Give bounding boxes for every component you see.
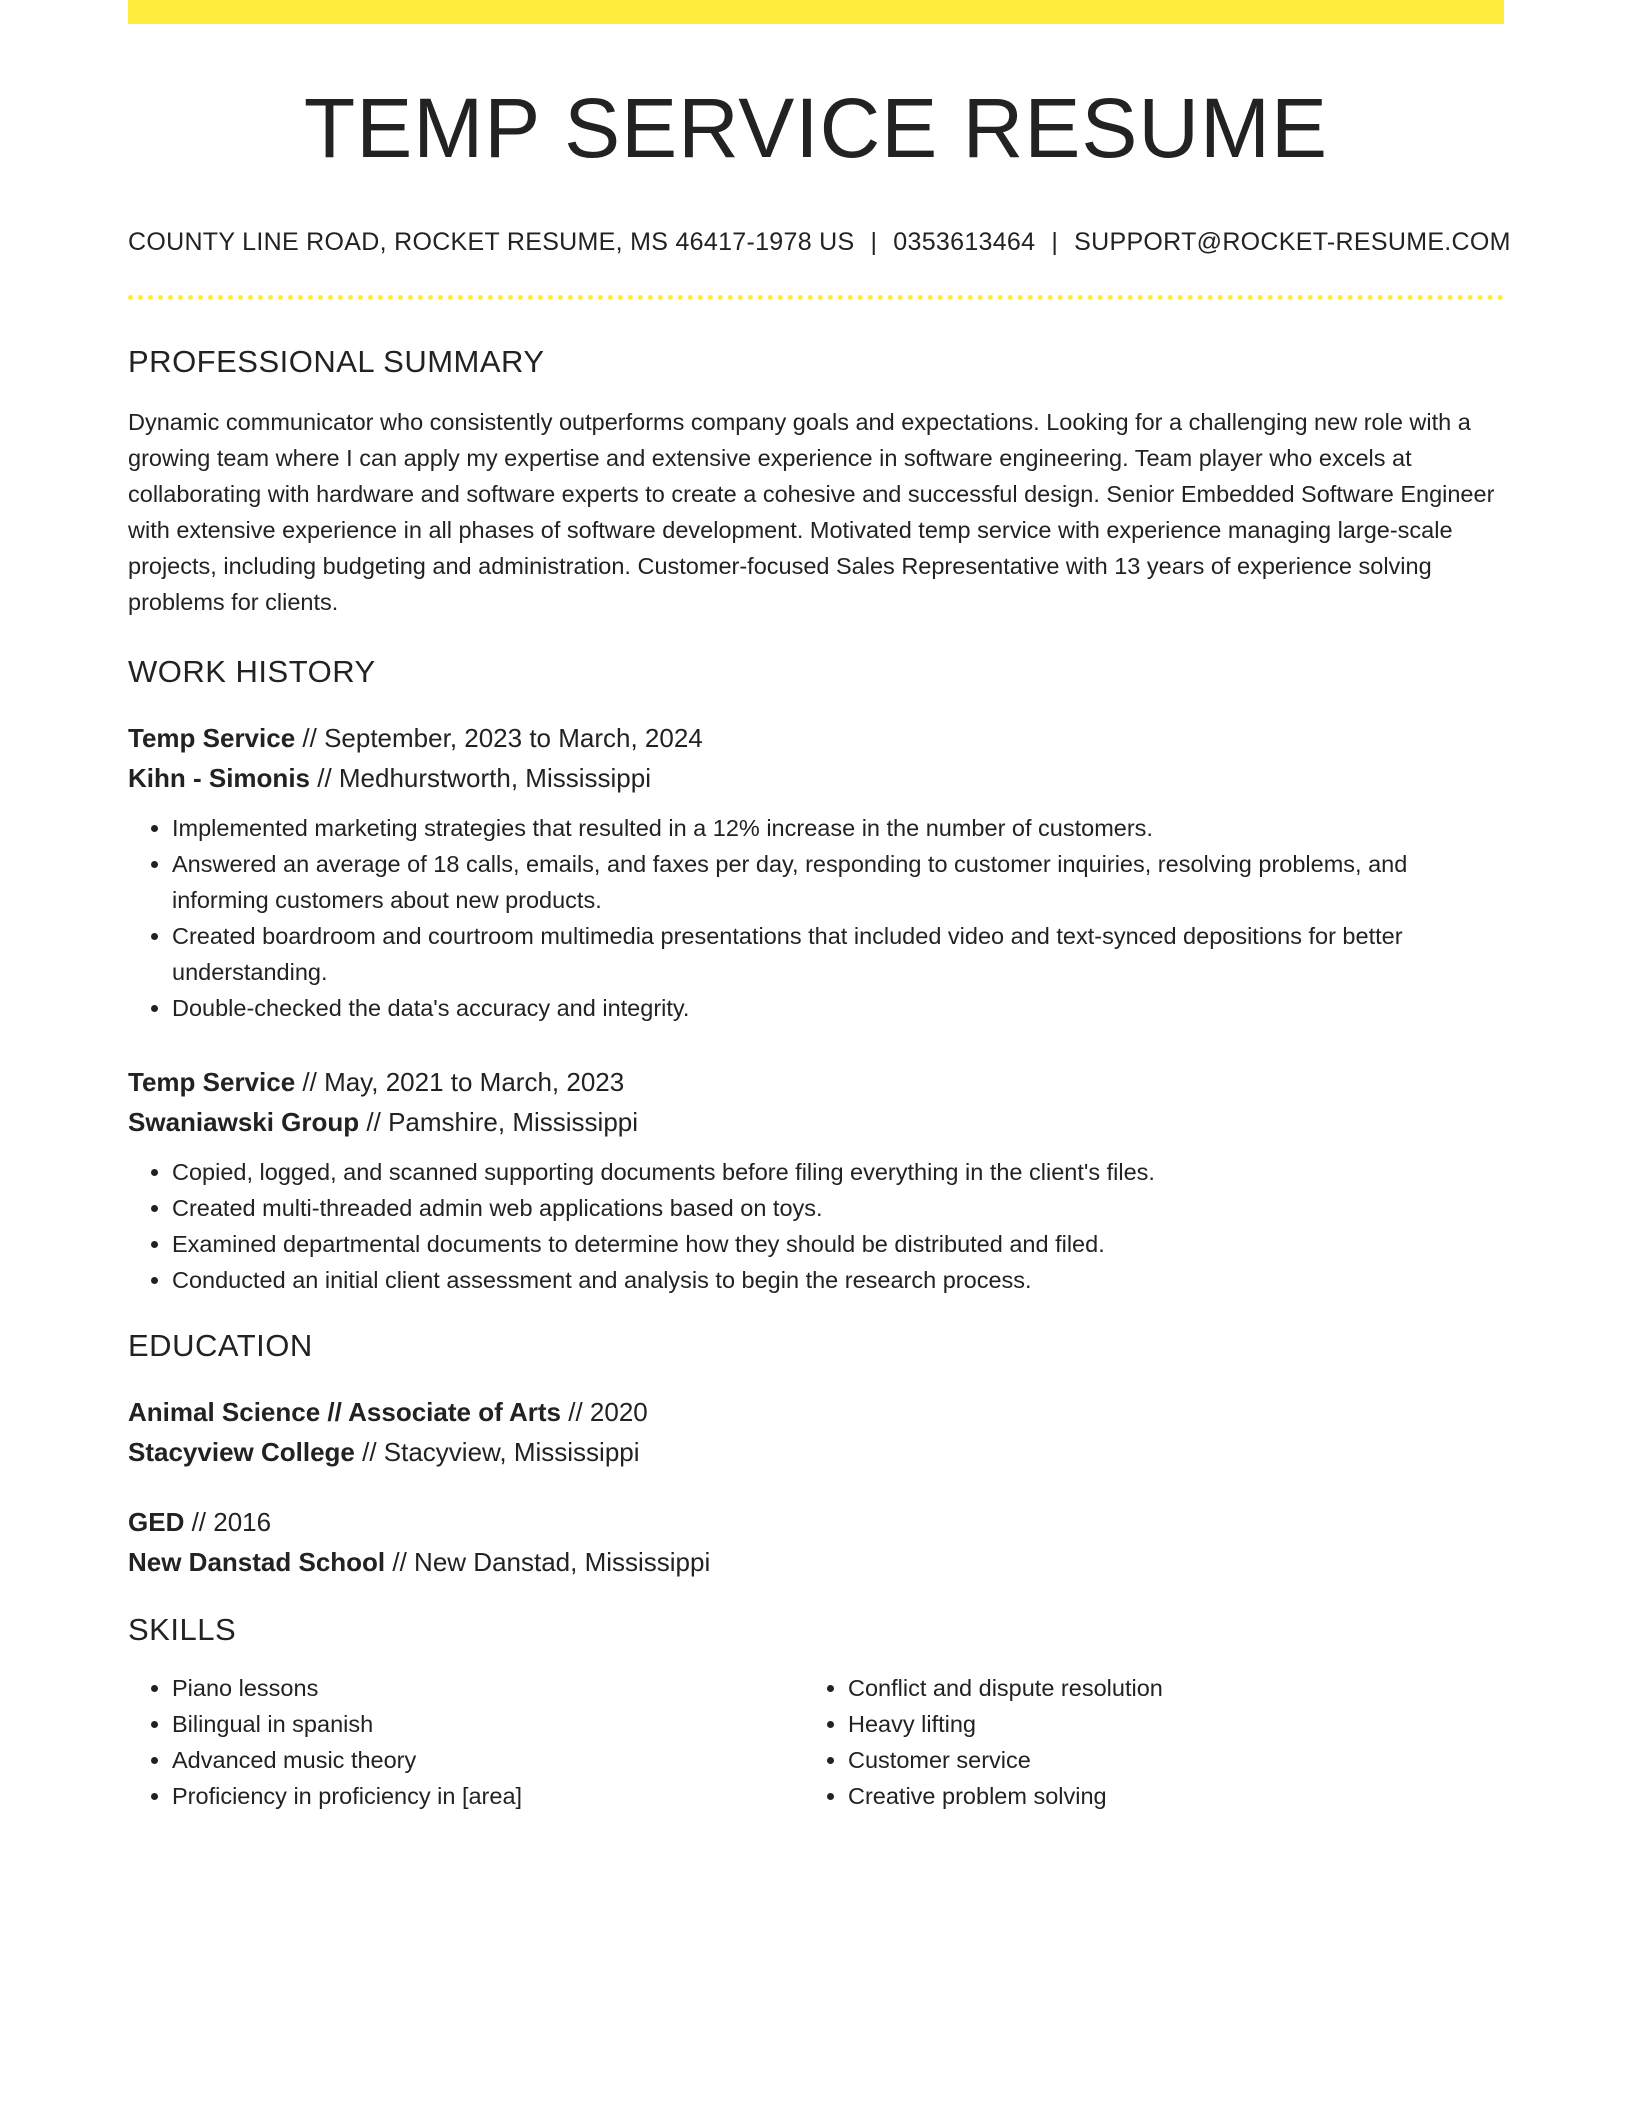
education-school-line	[128, 1432, 1504, 1472]
job-bullets	[128, 810, 1504, 1026]
summary-heading: PROFESSIONAL SUMMARY	[128, 344, 545, 380]
skill-item: • Advanced music theory	[172, 1742, 804, 1778]
education-year: // 2016	[184, 1507, 272, 1538]
skill-item: • Conflict and dispute resolution	[848, 1670, 1488, 1706]
job-title-line	[128, 1062, 1504, 1102]
job-location: // Medhurstworth, Mississippi	[310, 763, 651, 794]
education-heading: EDUCATION	[128, 1328, 313, 1364]
education-entry	[128, 1502, 1504, 1582]
skills-grid	[128, 1670, 1504, 1814]
job-bullet: • Created multi-threaded admin web applications based on toys.	[172, 1190, 1504, 1226]
contact-address: COUNTY LINE ROAD, ROCKET RESUME, MS 46417-1978 US	[128, 228, 855, 257]
job-bullet: • Conducted an initial client assessment and analysis to begin the research process.	[172, 1262, 1504, 1298]
education-location: // Stacyview, Mississippi	[354, 1437, 640, 1468]
education-degree-line	[128, 1392, 1504, 1432]
job-bullets	[128, 1154, 1504, 1298]
job-location: // Pamshire, Mississippi	[359, 1107, 639, 1138]
contact-line	[128, 228, 1511, 257]
contact-phone: 0353613464	[893, 228, 1036, 257]
job-company-line	[128, 1102, 1504, 1142]
summary-text: Dynamic communicator who consistently outperforms company goals and expectations. Looking for a challenging new role with a growing team where I can apply my expertise and extensive experience in software engineering. Team player who excels at collaborating with hardware and software experts to create a cohesive and successful design. Senior Embedded Software Engineer with extensive experience in all phases of software development. Motivated temp service with experience managing large-scale projects, including budgeting and administration. Customer-focused Sales Representative with 13 years of experience solving problems for clients.	[128, 409, 1495, 616]
job-company: Kihn - Simonis	[128, 763, 310, 794]
skill-item: • Proficiency in proficiency in [area]	[172, 1778, 804, 1814]
skill-item: • Customer service	[848, 1742, 1488, 1778]
skills-column-right	[804, 1670, 1488, 1814]
education-school: New Danstad School	[128, 1547, 386, 1578]
job-bullet: • Answered an average of 18 calls, emails, and faxes per day, responding to customer inquiries, resolving problems, and informing customers about new products.	[172, 846, 1504, 918]
contact-separator: |	[870, 228, 878, 257]
education-degree: Animal Science // Associate of Arts	[128, 1397, 561, 1428]
education-school: Stacyview College	[128, 1437, 355, 1468]
skills-column-left	[128, 1670, 804, 1814]
job-title: Temp Service	[128, 1067, 296, 1098]
skills-heading: SKILLS	[128, 1612, 237, 1648]
accent-top-bar	[128, 0, 1504, 24]
skill-item: • Creative problem solving	[848, 1778, 1488, 1814]
contact-email: SUPPORT@ROCKET-RESUME.COM	[1074, 228, 1511, 257]
job-company-line	[128, 758, 1504, 798]
education-entry	[128, 1392, 1504, 1472]
education-school-line	[128, 1542, 1504, 1582]
job-bullet: • Double-checked the data's accuracy and integrity.	[172, 990, 1504, 1026]
job-company: Swaniawski Group	[128, 1107, 360, 1138]
job-entry	[128, 1062, 1504, 1298]
dotted-divider	[128, 295, 1504, 300]
skill-item: • Piano lessons	[172, 1670, 804, 1706]
resume-title: TEMP SERVICE RESUME	[303, 81, 1329, 175]
education-degree-line	[128, 1502, 1504, 1542]
job-bullet: • Implemented marketing strategies that resulted in a 12% increase in the number of customers.	[172, 810, 1504, 846]
skill-item: • Heavy lifting	[848, 1706, 1488, 1742]
job-title-line	[128, 718, 1504, 758]
resume-page	[128, 0, 1511, 1814]
contact-separator: |	[1051, 228, 1059, 257]
job-bullet: • Created boardroom and courtroom multimedia presentations that included video and text-synced depositions for better understanding.	[172, 918, 1504, 990]
education-location: // New Danstad, Mississippi	[385, 1547, 711, 1578]
job-bullet: • Copied, logged, and scanned supporting documents before filing everything in the client's files.	[172, 1154, 1504, 1190]
education-year: // 2020	[561, 1397, 648, 1428]
job-entry	[128, 718, 1504, 1026]
work-history-heading: WORK HISTORY	[128, 654, 376, 690]
job-dates: // September, 2023 to March, 2024	[295, 723, 703, 754]
job-dates: // May, 2021 to March, 2023	[295, 1067, 625, 1098]
job-title: Temp Service	[128, 723, 296, 754]
skill-item: • Bilingual in spanish	[172, 1706, 804, 1742]
education-degree: GED	[128, 1507, 185, 1538]
job-bullet: • Examined departmental documents to determine how they should be distributed and filed.	[172, 1226, 1504, 1262]
